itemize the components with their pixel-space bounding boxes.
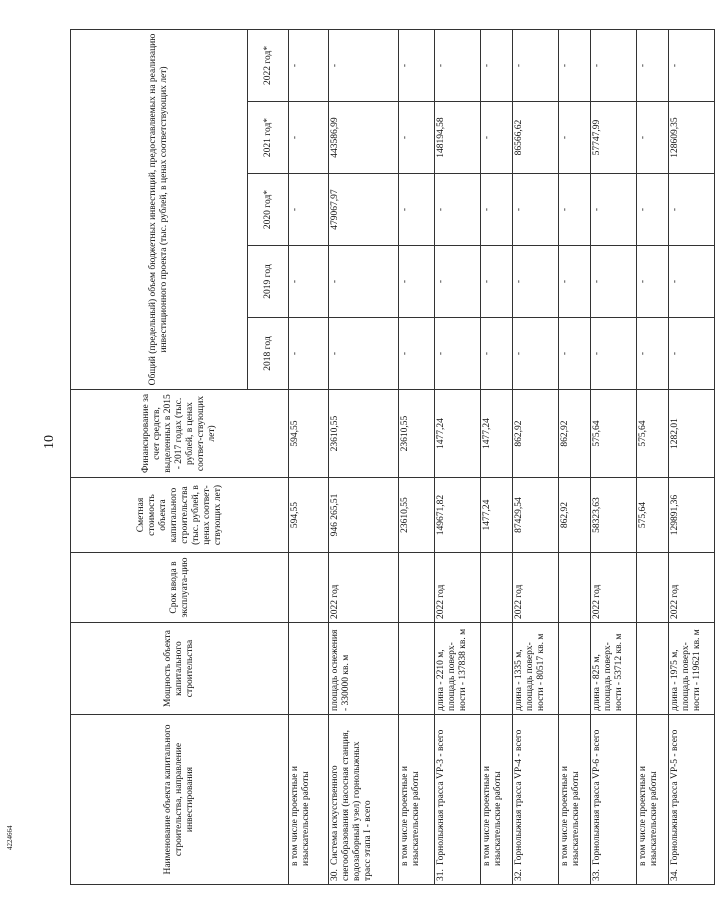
table-row: [591, 29, 637, 884]
row-2019: -: [329, 246, 399, 318]
row-capacity: длина - 1975 м, площадь поверх-ности - 119621 кв. м: [669, 623, 715, 715]
row-2020: -: [399, 174, 435, 246]
row-2018: -: [435, 318, 481, 390]
row-name: в том числе проектные и изыскательские работы: [559, 715, 591, 885]
row-2018: -: [481, 318, 513, 390]
row-2018: -: [669, 318, 715, 390]
row-name-text: Горнолыжная трасса VP-6 - всего: [592, 729, 602, 865]
row-term: 2022 год: [669, 553, 715, 623]
row-term: 2022 год: [329, 553, 399, 623]
row-capacity: площадь оснежения - 330000 кв. м: [329, 623, 399, 715]
row-2019: -: [591, 246, 637, 318]
row-2020: -: [559, 174, 591, 246]
rotated-table-container: [70, 30, 702, 885]
table-row: [289, 29, 329, 884]
header-estimate: Сметная стоимость объекта капитального строительства (тыс. рублей, в ценах соответ-ствующих лет): [71, 478, 289, 553]
row-2019: -: [399, 246, 435, 318]
row-2018: -: [591, 318, 637, 390]
row-number: 34.: [670, 869, 680, 881]
row-2018: -: [399, 318, 435, 390]
header-term: Срок ввода в эксплуата-цию: [71, 553, 289, 623]
row-name: в том числе проектные и изыскательские работы: [399, 715, 435, 885]
row-2019: -: [513, 246, 559, 318]
row-name: [669, 715, 715, 885]
row-2020: 479067,97: [329, 174, 399, 246]
row-capacity: [637, 623, 669, 715]
row-2020: -: [435, 174, 481, 246]
row-estimate: 23610,55: [399, 478, 435, 553]
row-2019: -: [669, 246, 715, 318]
row-2022: -: [329, 29, 399, 101]
row-term: 2022 год: [435, 553, 481, 623]
row-2019: -: [637, 246, 669, 318]
investment-table: [70, 29, 715, 885]
row-2021: -: [399, 102, 435, 174]
row-term: [289, 553, 329, 623]
row-financing: 1282,01: [669, 390, 715, 478]
row-2020: -: [669, 174, 715, 246]
row-2019: -: [481, 246, 513, 318]
table-row: [399, 29, 435, 884]
row-2018: -: [289, 318, 329, 390]
row-name-text: Горнолыжная трасса VP-5 - всего: [670, 729, 680, 865]
row-2018: -: [513, 318, 559, 390]
table-row: [669, 29, 715, 884]
row-name-text: Система искусственного снегообразования (насосная станция, водозаборный узел) горнолыжных трасс этапа I - всего: [330, 729, 373, 881]
row-2021: -: [481, 102, 513, 174]
row-term: 2022 год: [513, 553, 559, 623]
table-row: [559, 29, 591, 884]
row-2019: -: [559, 246, 591, 318]
row-estimate: 594,55: [289, 478, 329, 553]
row-estimate: 149671,82: [435, 478, 481, 553]
row-name: в том числе проектные и изыскательские работы: [637, 715, 669, 885]
header-capacity: Мощность объекта капитального строительства: [71, 623, 289, 715]
row-term: [637, 553, 669, 623]
row-name: [329, 715, 399, 885]
header-financing: Финансирование за счет средств, выделенных в 2015 - 2017 годах (тыс. рублей, в ценах соответ-ствующих лет): [71, 390, 289, 478]
row-2019: -: [289, 246, 329, 318]
row-2022: -: [435, 29, 481, 101]
row-financing: 1477,24: [481, 390, 513, 478]
row-2021: 57747,99: [591, 102, 637, 174]
row-capacity: [399, 623, 435, 715]
header-year-2020: 2020 год*: [248, 174, 289, 246]
row-estimate: 129891,36: [669, 478, 715, 553]
row-2018: -: [559, 318, 591, 390]
row-2021: -: [637, 102, 669, 174]
row-number: 30.: [330, 869, 340, 881]
row-2021: -: [559, 102, 591, 174]
header-row: [71, 29, 248, 884]
row-term: [399, 553, 435, 623]
row-term: [559, 553, 591, 623]
row-capacity: длина - 825 м, площадь поверх-ности - 53712 кв. м: [591, 623, 637, 715]
row-estimate: 1477,24: [481, 478, 513, 553]
row-financing: 1477,24: [435, 390, 481, 478]
row-2018: -: [637, 318, 669, 390]
row-name: [591, 715, 637, 885]
row-estimate: 87429,54: [513, 478, 559, 553]
row-financing: 862,92: [559, 390, 591, 478]
row-capacity: длина - 1335 м, площадь поверх-ности - 80517 кв. м: [513, 623, 559, 715]
row-name: в том числе проектные и изыскательские работы: [481, 715, 513, 885]
table-row: [435, 29, 481, 884]
table-row: [481, 29, 513, 884]
row-estimate: 946 265,51: [329, 478, 399, 553]
row-2022: -: [481, 29, 513, 101]
page-number: 10: [42, 435, 57, 449]
table-row: [513, 29, 559, 884]
row-term: 2022 год: [591, 553, 637, 623]
row-2021: 128609,35: [669, 102, 715, 174]
row-2022: -: [637, 29, 669, 101]
row-financing: 594,55: [289, 390, 329, 478]
row-name-text: Горнолыжная трасса VP-3 - всего: [436, 729, 446, 865]
header-total-volume: Общий (предельный) объем бюджетных инвестиций, предоставляемых на реализацию инвестиционного проекта (тыс. рублей, в ценах соответствующих лет): [71, 29, 248, 389]
row-2021: -: [289, 102, 329, 174]
row-number: 33.: [592, 869, 602, 881]
header-year-2022: 2022 год*: [248, 29, 289, 101]
row-financing: 23610,55: [329, 390, 399, 478]
row-financing: 575,64: [637, 390, 669, 478]
row-2021: 86566,62: [513, 102, 559, 174]
row-2021: 148194,58: [435, 102, 481, 174]
row-number: 32.: [514, 869, 524, 881]
row-capacity: [289, 623, 329, 715]
row-capacity: длина - 2210 м, площадь поверх-ности - 137838 кв. м: [435, 623, 481, 715]
row-2020: -: [481, 174, 513, 246]
row-financing: 575,64: [591, 390, 637, 478]
row-financing: 862,92: [513, 390, 559, 478]
row-2022: -: [513, 29, 559, 101]
row-name: [513, 715, 559, 885]
row-2020: -: [513, 174, 559, 246]
row-capacity: [481, 623, 513, 715]
header-year-2021: 2021 год*: [248, 102, 289, 174]
header-year-2019: 2019 год: [248, 246, 289, 318]
row-capacity: [559, 623, 591, 715]
row-estimate: 575,64: [637, 478, 669, 553]
row-2022: -: [591, 29, 637, 101]
document-id: 4224664: [6, 825, 14, 850]
row-2018: -: [329, 318, 399, 390]
row-name: в том числе проектные и изыскательские работы: [289, 715, 329, 885]
row-name-text: Горнолыжная трасса VP-4 - всего: [514, 729, 524, 865]
row-2022: -: [559, 29, 591, 101]
row-2022: -: [289, 29, 329, 101]
row-2021: 443586,99: [329, 102, 399, 174]
row-number: 31.: [436, 869, 446, 881]
header-year-2018: 2018 год: [248, 318, 289, 390]
row-estimate: 58323,63: [591, 478, 637, 553]
row-term: [481, 553, 513, 623]
row-2020: -: [637, 174, 669, 246]
row-2019: -: [435, 246, 481, 318]
row-financing: 23610,55: [399, 390, 435, 478]
row-2020: -: [591, 174, 637, 246]
row-2022: -: [669, 29, 715, 101]
row-name: [435, 715, 481, 885]
row-2022: -: [399, 29, 435, 101]
row-2020: -: [289, 174, 329, 246]
header-name: Наименование объекта капитального строительства, направление инвестирования: [71, 715, 289, 885]
row-estimate: 862,92: [559, 478, 591, 553]
table-row: [329, 29, 399, 884]
table-row: [637, 29, 669, 884]
